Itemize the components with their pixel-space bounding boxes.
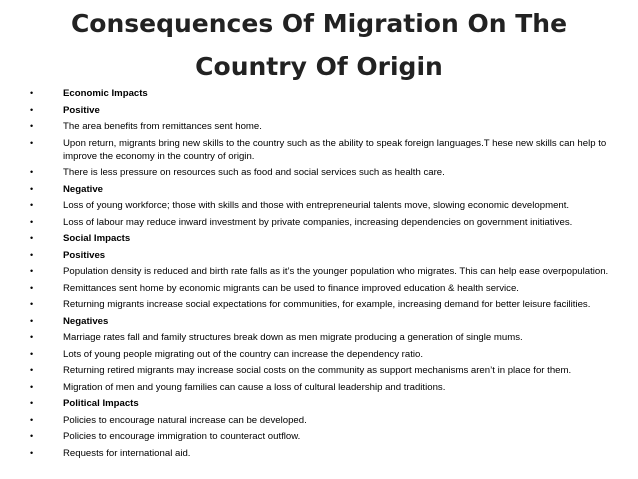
bullet-item bbox=[30, 315, 630, 328]
bullet-item bbox=[30, 381, 630, 394]
bullet-item bbox=[30, 298, 630, 311]
bullet-dot-icon: • bbox=[30, 447, 34, 458]
bullet-text: Loss of labour may reduce inward investment by private companies, increasing dependencies on government initiatives. bbox=[63, 216, 573, 228]
bullet-item bbox=[30, 137, 630, 163]
slide-title-line-2: Country Of Origin bbox=[195, 52, 443, 81]
bullet-item bbox=[30, 331, 630, 344]
bullet-dot-icon: • bbox=[30, 381, 34, 392]
bullet-heading: Negative bbox=[63, 183, 103, 195]
bullet-text: Returning retired migrants may increase social costs on the community as support mechanisms aren’t in place for them. bbox=[63, 365, 572, 376]
bullet-item bbox=[30, 348, 630, 361]
bullet-item bbox=[30, 232, 630, 245]
bullet-heading: Positives bbox=[63, 249, 106, 261]
bullet-dot-icon: • bbox=[30, 414, 34, 425]
bullet-dot-icon: • bbox=[30, 398, 34, 408]
bullet-dot-icon: • bbox=[30, 365, 34, 375]
bullet-text: Migration of men and young families can cause a loss of cultural leadership and traditions. bbox=[63, 381, 446, 393]
bullet-heading: Economic Impacts bbox=[63, 88, 148, 99]
bullet-dot-icon: • bbox=[30, 137, 34, 148]
bullet-heading: Negatives bbox=[63, 315, 109, 327]
bullet-text: Lots of young people migrating out of the country can increase the dependency ratio. bbox=[63, 348, 423, 360]
slide-title-line-1: Consequences Of Migration On The bbox=[70, 9, 568, 38]
bullet-dot-icon: • bbox=[30, 299, 34, 309]
bullet-item bbox=[30, 447, 630, 460]
bullet-text: Requests for international aid. bbox=[63, 447, 191, 459]
bullet-dot-icon: • bbox=[30, 249, 34, 260]
bullet-dot-icon: • bbox=[30, 167, 34, 177]
bullet-item bbox=[30, 430, 630, 443]
bullet-text: Remittances sent home by economic migrants can be used to finance improved education & health service. bbox=[63, 282, 519, 294]
bullet-dot-icon: • bbox=[30, 233, 34, 243]
bullet-text: The area benefits from remittances sent home. bbox=[63, 121, 262, 132]
bullet-heading: Political Impacts bbox=[63, 398, 139, 409]
bullet-text: There is less pressure on resources such as food and social services such as health care. bbox=[63, 167, 445, 178]
bullet-heading: Positive bbox=[63, 104, 100, 116]
bullet-item bbox=[30, 199, 630, 212]
bullet-item bbox=[30, 249, 630, 262]
bullet-item bbox=[30, 216, 630, 229]
bullet-heading: Social Impacts bbox=[63, 233, 131, 244]
bullet-item bbox=[30, 183, 630, 196]
bullet-dot-icon: • bbox=[30, 266, 34, 276]
bullet-text: Policies to encourage immigration to counteract outflow. bbox=[63, 431, 301, 442]
bullet-dot-icon: • bbox=[30, 183, 34, 194]
bullet-item bbox=[30, 364, 630, 377]
bullet-dot-icon: • bbox=[30, 216, 34, 227]
bullet-dot-icon: • bbox=[30, 332, 34, 342]
bullet-dot-icon: • bbox=[30, 348, 34, 359]
bullet-item bbox=[30, 166, 630, 179]
slide-title bbox=[0, 2, 638, 88]
bullet-text: Marriage rates fall and family structures break down as men migrate producing a generation of single mums. bbox=[63, 332, 523, 343]
bullet-text: Policies to encourage natural increase can be developed. bbox=[63, 414, 307, 426]
bullet-item bbox=[30, 87, 630, 100]
bullet-text: Population density is reduced and birth rate falls as it’s the younger population who migrates. This can help ease overpopulation. bbox=[63, 266, 609, 277]
bullet-text: Returning migrants increase social expectations for communities, for example, increasing demand for better leisure facilities. bbox=[63, 299, 591, 310]
bullet-item bbox=[30, 397, 630, 410]
bullet-dot-icon: • bbox=[30, 315, 34, 326]
bullet-list bbox=[30, 87, 630, 463]
bullet-dot-icon: • bbox=[30, 121, 34, 131]
bullet-item bbox=[30, 265, 630, 278]
bullet-item bbox=[30, 282, 630, 295]
bullet-dot-icon: • bbox=[30, 431, 34, 441]
bullet-item bbox=[30, 414, 630, 427]
bullet-item bbox=[30, 104, 630, 117]
bullet-dot-icon: • bbox=[30, 104, 34, 115]
bullet-text: Upon return, migrants bring new skills to the country such as the ability to speak foreign languages.T hese new skills can help to improve the economy in the country of origin. bbox=[63, 137, 607, 162]
bullet-dot-icon: • bbox=[30, 200, 34, 210]
bullet-item bbox=[30, 120, 630, 133]
bullet-dot-icon: • bbox=[30, 88, 34, 98]
bullet-text: Loss of young workforce; those with skills and those with entrepreneurial talents move, slowing economic development. bbox=[63, 200, 570, 211]
bullet-dot-icon: • bbox=[30, 282, 34, 293]
